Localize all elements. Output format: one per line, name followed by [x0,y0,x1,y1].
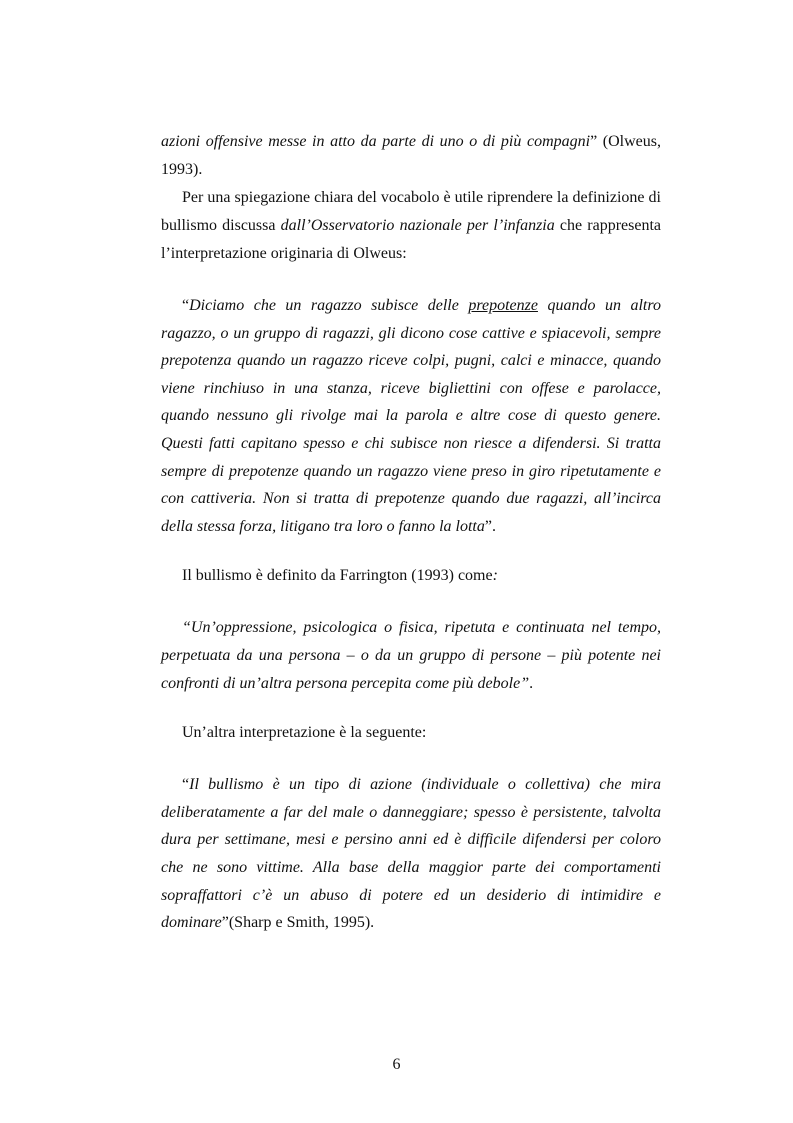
paragraph-definition-intro [161,184,661,268]
quote-open-mark: “ [182,297,190,314]
quote-close-mark: ”. [484,517,496,535]
body-text: Un’altra interpretazione è la seguente: [182,724,427,742]
body-text: Il bullismo è definito da Farrington (1993) come [182,567,493,585]
page-number: 6 [392,1056,401,1073]
quote-close-mark: . [529,674,534,692]
underlined-term: prepotenze [468,297,538,314]
quote-sharp-smith-definition [161,771,661,937]
italic-text: “Un’oppressione, psicologica o fisica, ripetuta e continuata nel tempo, perpetuata da una persona – o da un gruppo di persone – più potente nei confronti di un’altra persona percepita come più debole” [161,619,661,692]
paragraph-farrington-intro [161,562,661,590]
body-text: Per una spiegazione chiara del vocabolo è utile riprendere la definizione di bullismo discussa [161,189,661,234]
italic-text: azioni offensive messe in atto da parte di uno o di più compagni [161,133,591,150]
paragraph-other-interpretation [161,719,661,747]
quote-farrington-definition [161,614,661,697]
italic-colon: : [492,567,498,585]
italic-text: Diciamo che un ragazzo subisce delle [189,297,469,314]
quote-olweus-definition [161,292,661,540]
citation-text: ”(Sharp e Smith, 1995). [221,914,375,932]
italic-text: dall’Osservatorio nazionale per l’infanzia [280,217,555,234]
italic-text: Il bullismo è un tipo di azione (individuale o collettiva) che mira deliberatamente a far del male o danneggiare; spesso è persistente, talvolta dura per settimane, mesi e persino anni ed è difficile difendersi per coloro che ne sono vittime. Alla base della maggior parte dei comportamenti sopraffattori c’è un abuso di potere ed un desiderio di intimidire e dominare [161,776,661,932]
italic-text: quando un altro ragazzo, o un gruppo di ragazzi, gli dicono cose cattive e spiacevoli, sempre prepotenza quando un ragazzo riceve colpi, pugni, calci e minacce, quando viene rinchiuso in una stanza, riceve bigliettini con offese e parolacce, quando nessuno gli rivolge mai la parola e altre cose di questo genere. Questi fatti capitano spesso e chi subisce non riesce a difendersi. Si tratta sempre di prepotenze quando un ragazzo viene preso in giro ripetutamente e con cattiveria. Non si tratta di prepotenze quando due ragazzi, all’incirca della stessa forza, litigano tra loro o fanno la lotta [161,297,661,535]
body-text: che rappresenta l’interpretazione originaria di Olweus: [161,217,662,262]
document-body [161,128,661,937]
citation-text: ” (Olweus, 1993). [161,133,662,178]
quote-open-mark: “ [182,776,190,794]
paragraph-olweus-citation-end [161,128,661,184]
